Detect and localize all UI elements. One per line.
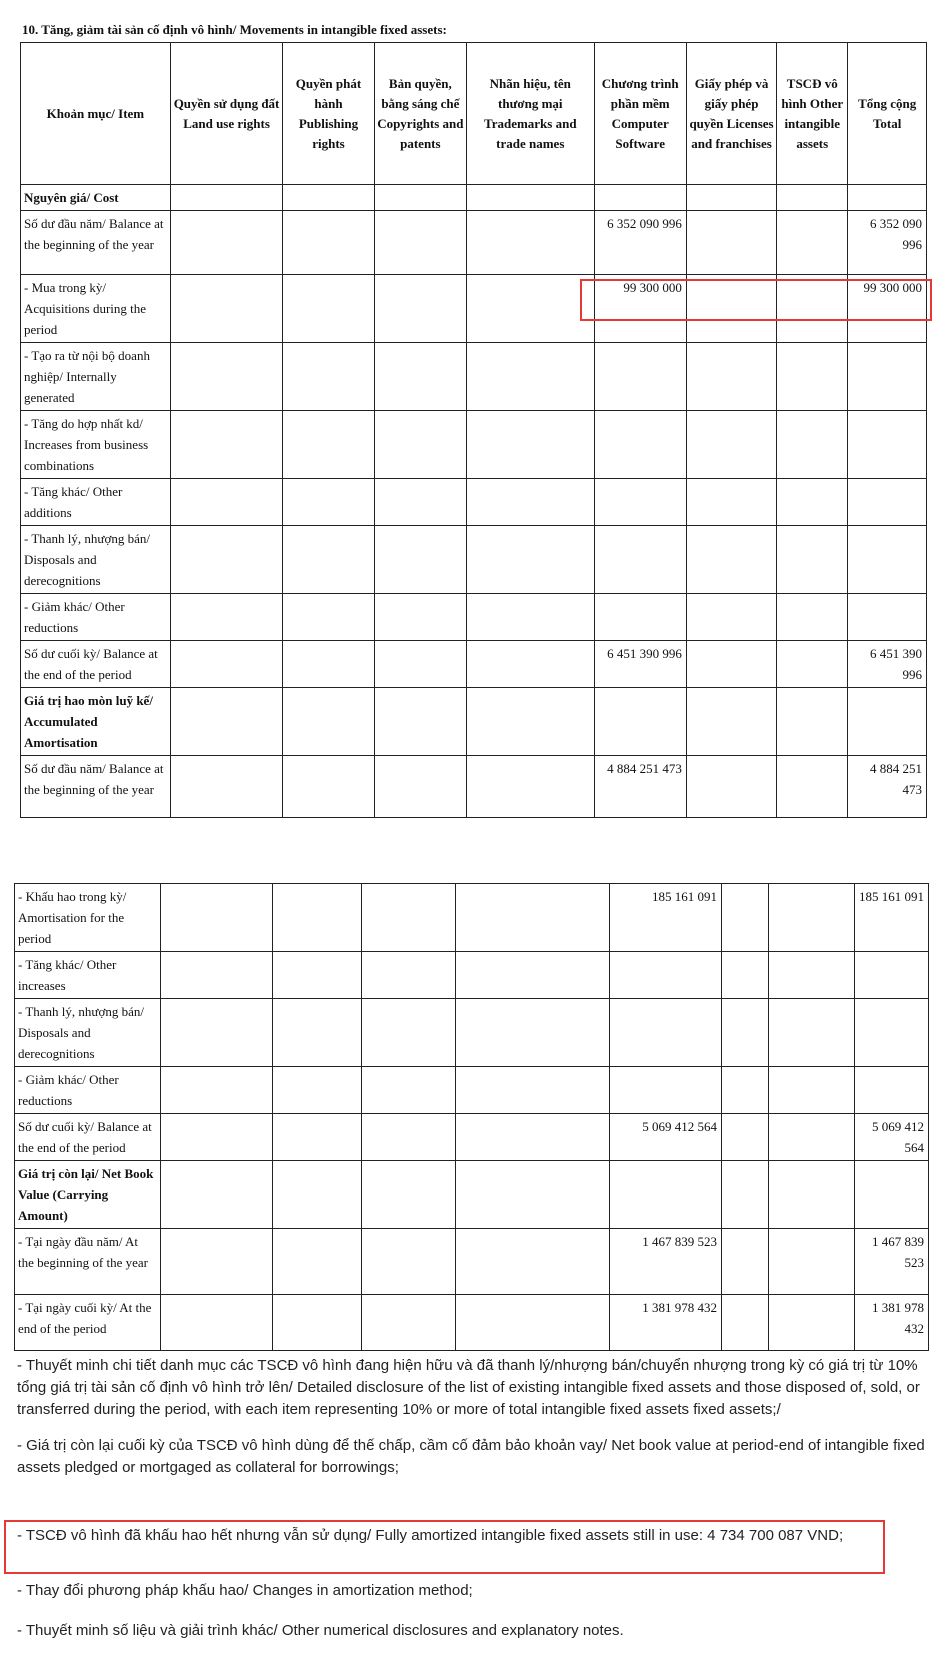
row-label: - Tại ngày đầu năm/ At the beginning of the year [15,1229,161,1295]
empty-cell [161,1114,273,1161]
empty-cell [456,1229,610,1295]
table-row [21,641,927,688]
total-value: 6 352 090 996 [848,211,927,275]
empty-cell [170,275,283,343]
empty-cell [777,594,848,641]
empty-cell [283,688,374,756]
empty-cell [283,343,374,411]
empty-cell [777,411,848,479]
empty-cell [686,526,776,594]
empty-cell [362,999,456,1067]
empty-cell [722,884,769,952]
total-value: 185 161 091 [855,884,929,952]
empty-cell [722,1114,769,1161]
software-value [610,1161,722,1229]
software-value [594,688,686,756]
empty-cell [170,211,283,275]
empty-cell [161,1295,273,1351]
empty-cell [777,185,848,211]
total-value [855,1067,929,1114]
total-value [848,526,927,594]
row-label: Số dư đầu năm/ Balance at the beginning of the year [21,756,171,818]
empty-cell [283,411,374,479]
row-label: - Thanh lý, nhượng bán/ Disposals and derecognitions [21,526,171,594]
total-value [848,594,927,641]
empty-cell [283,756,374,818]
total-value: 1 381 978 432 [855,1295,929,1351]
empty-cell [362,1295,456,1351]
row-label: - Tăng do hợp nhất kd/ Increases from business combinations [21,411,171,479]
empty-cell [170,411,283,479]
empty-cell [467,688,594,756]
software-value [610,952,722,999]
header-copyrights-patents: Bản quyền, bằng sáng chế Copyrights and patents [374,43,466,185]
software-value: 4 884 251 473 [594,756,686,818]
empty-cell [374,275,466,343]
table-row [15,1295,929,1351]
header-computer-software: Chương trình phần mềm Computer Software [594,43,686,185]
table-row [21,688,927,756]
section-title: 10. Tăng, giảm tài sản cố định vô hình/ Movements in intangible fixed assets: [22,22,447,37]
total-value [855,952,929,999]
total-value [855,999,929,1067]
empty-cell [722,1067,769,1114]
intangible-assets-table-part1 [20,42,927,818]
empty-cell [273,1067,362,1114]
row-label: - Khấu hao trong kỳ/ Amortisation for the period [15,884,161,952]
software-value: 6 352 090 996 [594,211,686,275]
empty-cell [283,641,374,688]
row-label: - Tăng khác/ Other increases [15,952,161,999]
total-value: 6 451 390 996 [848,641,927,688]
empty-cell [374,526,466,594]
note-1: - Thuyết minh chi tiết danh mục các TSCĐ vô hình đang hiện hữu và đã thanh lý/nhượng bán/chuyển nhượng trong kỳ có giá trị từ 10% tổng giá trị tài sản cố định vô hình trở lên/ Detailed disclosure of the list of existing intangible fixed assets and those disposed of, sold, or transferred during the period, with each item representing 10% or more of total intangible fixed assets fixed assets;/ [17,1357,920,1418]
empty-cell [456,1114,610,1161]
header-total: Tổng cộng Total [848,43,927,185]
empty-cell [777,479,848,526]
empty-cell [769,952,855,999]
table-row [15,999,929,1067]
empty-cell [283,185,374,211]
empty-cell [456,999,610,1067]
note-5: - Thuyết minh số liệu và giải trình khác/ Other numerical disclosures and explanatory notes. [17,1622,624,1639]
table-row [21,526,927,594]
software-value [594,411,686,479]
empty-cell [722,1229,769,1295]
software-value [610,1067,722,1114]
empty-cell [467,756,594,818]
table-row [15,1161,929,1229]
empty-cell [161,1067,273,1114]
header-land-use-rights: Quyền sử dụng đất Land use rights [170,43,283,185]
empty-cell [777,526,848,594]
row-label: - Tạo ra từ nội bộ doanh nghiệp/ Internally generated [21,343,171,411]
row-label: Số dư cuối kỳ/ Balance at the end of the period [21,641,171,688]
intangible-assets-table-part2 [14,883,929,1351]
empty-cell [362,884,456,952]
header-item: Khoản mục/ Item [21,43,171,185]
empty-cell [362,952,456,999]
software-value: 185 161 091 [610,884,722,952]
empty-cell [283,594,374,641]
empty-cell [161,999,273,1067]
empty-cell [467,594,594,641]
total-value: 99 300 000 [848,275,927,343]
empty-cell [467,641,594,688]
empty-cell [769,1295,855,1351]
table-row [15,1114,929,1161]
empty-cell [686,594,776,641]
note-2: - Giá trị còn lại cuối kỳ của TSCĐ vô hình dùng để thế chấp, cầm cố đảm bảo khoản vay/ Net book value at period-end of intangible fixed assets pledged or mortgaged as collateral for borrowings; [17,1437,925,1476]
total-value [848,688,927,756]
empty-cell [467,275,594,343]
software-value [594,185,686,211]
total-value [848,411,927,479]
empty-cell [722,999,769,1067]
row-label: Nguyên giá/ Cost [21,185,171,211]
empty-cell [374,641,466,688]
empty-cell [170,526,283,594]
table-row [15,952,929,999]
software-value [594,479,686,526]
software-value: 5 069 412 564 [610,1114,722,1161]
empty-cell [722,1295,769,1351]
empty-cell [722,952,769,999]
table-row [15,884,929,952]
software-value: 1 467 839 523 [610,1229,722,1295]
table-header-row [21,43,927,185]
row-label: Giá trị hao mòn luỹ kế/ Accumulated Amortisation [21,688,171,756]
empty-cell [283,479,374,526]
empty-cell [686,185,776,211]
software-value: 99 300 000 [594,275,686,343]
table-row [15,1067,929,1114]
total-value: 4 884 251 473 [848,756,927,818]
empty-cell [161,952,273,999]
software-value [594,594,686,641]
empty-cell [374,479,466,526]
empty-cell [170,479,283,526]
total-value: 1 467 839 523 [855,1229,929,1295]
empty-cell [456,1067,610,1114]
empty-cell [374,411,466,479]
empty-cell [374,343,466,411]
note-4: - Thay đổi phương pháp khấu hao/ Changes in amortization method; [17,1582,473,1599]
empty-cell [467,411,594,479]
empty-cell [170,343,283,411]
empty-cell [283,211,374,275]
software-value [594,526,686,594]
empty-cell [777,756,848,818]
empty-cell [686,479,776,526]
row-label: - Tăng khác/ Other additions [21,479,171,526]
empty-cell [161,1229,273,1295]
total-value: 5 069 412 564 [855,1114,929,1161]
empty-cell [686,756,776,818]
row-label: - Giảm khác/ Other reductions [21,594,171,641]
empty-cell [769,1067,855,1114]
empty-cell [170,594,283,641]
table-row [21,211,927,275]
empty-cell [467,185,594,211]
empty-cell [273,1161,362,1229]
empty-cell [374,594,466,641]
empty-cell [686,411,776,479]
row-label: - Tại ngày cuối kỳ/ At the end of the period [15,1295,161,1351]
empty-cell [769,1114,855,1161]
row-label: Số dư đầu năm/ Balance at the beginning of the year [21,211,171,275]
table-row [21,479,927,526]
software-value: 1 381 978 432 [610,1295,722,1351]
empty-cell [170,688,283,756]
empty-cell [467,479,594,526]
empty-cell [769,1229,855,1295]
empty-cell [362,1161,456,1229]
table-row [21,185,927,211]
total-value [848,185,927,211]
empty-cell [161,1161,273,1229]
table-row [21,343,927,411]
highlight-box-acquisitions [580,279,932,321]
table-row [21,411,927,479]
empty-cell [769,999,855,1067]
software-value [594,343,686,411]
total-value [848,343,927,411]
empty-cell [686,641,776,688]
empty-cell [769,1161,855,1229]
empty-cell [283,526,374,594]
empty-cell [467,343,594,411]
empty-cell [170,641,283,688]
row-label: - Giảm khác/ Other reductions [15,1067,161,1114]
empty-cell [170,185,283,211]
header-other-intangible: TSCĐ vô hình Other intangible assets [777,43,848,185]
row-label: Giá trị còn lại/ Net Book Value (Carrying Amount) [15,1161,161,1229]
note-3: - TSCĐ vô hình đã khấu hao hết nhưng vẫn sử dụng/ Fully amortized intangible fixed assets still in use: 4 734 700 087 VND; [17,1527,844,1544]
software-value [610,999,722,1067]
header-trademarks: Nhãn hiệu, tên thương mại Trademarks and trade names [467,43,594,185]
empty-cell [777,211,848,275]
highlight-box-fully-amortized [4,1520,885,1574]
row-label: Số dư cuối kỳ/ Balance at the end of the period [15,1114,161,1161]
empty-cell [686,211,776,275]
row-label: - Mua trong kỳ/ Acquisitions during the period [21,275,171,343]
header-publishing-rights: Quyền phát hành Publishing rights [283,43,374,185]
table-row [21,756,927,818]
table-row [21,594,927,641]
empty-cell [722,1161,769,1229]
empty-cell [362,1067,456,1114]
total-value [855,1161,929,1229]
header-licenses-franchises: Giấy phép và giấy phép quyền Licenses and franchises [686,43,776,185]
empty-cell [769,884,855,952]
empty-cell [686,688,776,756]
empty-cell [273,952,362,999]
empty-cell [456,952,610,999]
empty-cell [283,275,374,343]
software-value: 6 451 390 996 [594,641,686,688]
empty-cell [467,526,594,594]
empty-cell [273,884,362,952]
total-value [848,479,927,526]
empty-cell [374,756,466,818]
empty-cell [161,884,273,952]
row-label: - Thanh lý, nhượng bán/ Disposals and derecognitions [15,999,161,1067]
empty-cell [686,343,776,411]
empty-cell [273,1229,362,1295]
empty-cell [374,185,466,211]
empty-cell [273,999,362,1067]
empty-cell [362,1114,456,1161]
empty-cell [456,1161,610,1229]
empty-cell [374,211,466,275]
empty-cell [777,688,848,756]
empty-cell [170,756,283,818]
empty-cell [273,1114,362,1161]
empty-cell [362,1229,456,1295]
empty-cell [456,1295,610,1351]
empty-cell [273,1295,362,1351]
empty-cell [456,884,610,952]
empty-cell [374,688,466,756]
empty-cell [777,641,848,688]
empty-cell [467,211,594,275]
empty-cell [777,343,848,411]
table-row [15,1229,929,1295]
